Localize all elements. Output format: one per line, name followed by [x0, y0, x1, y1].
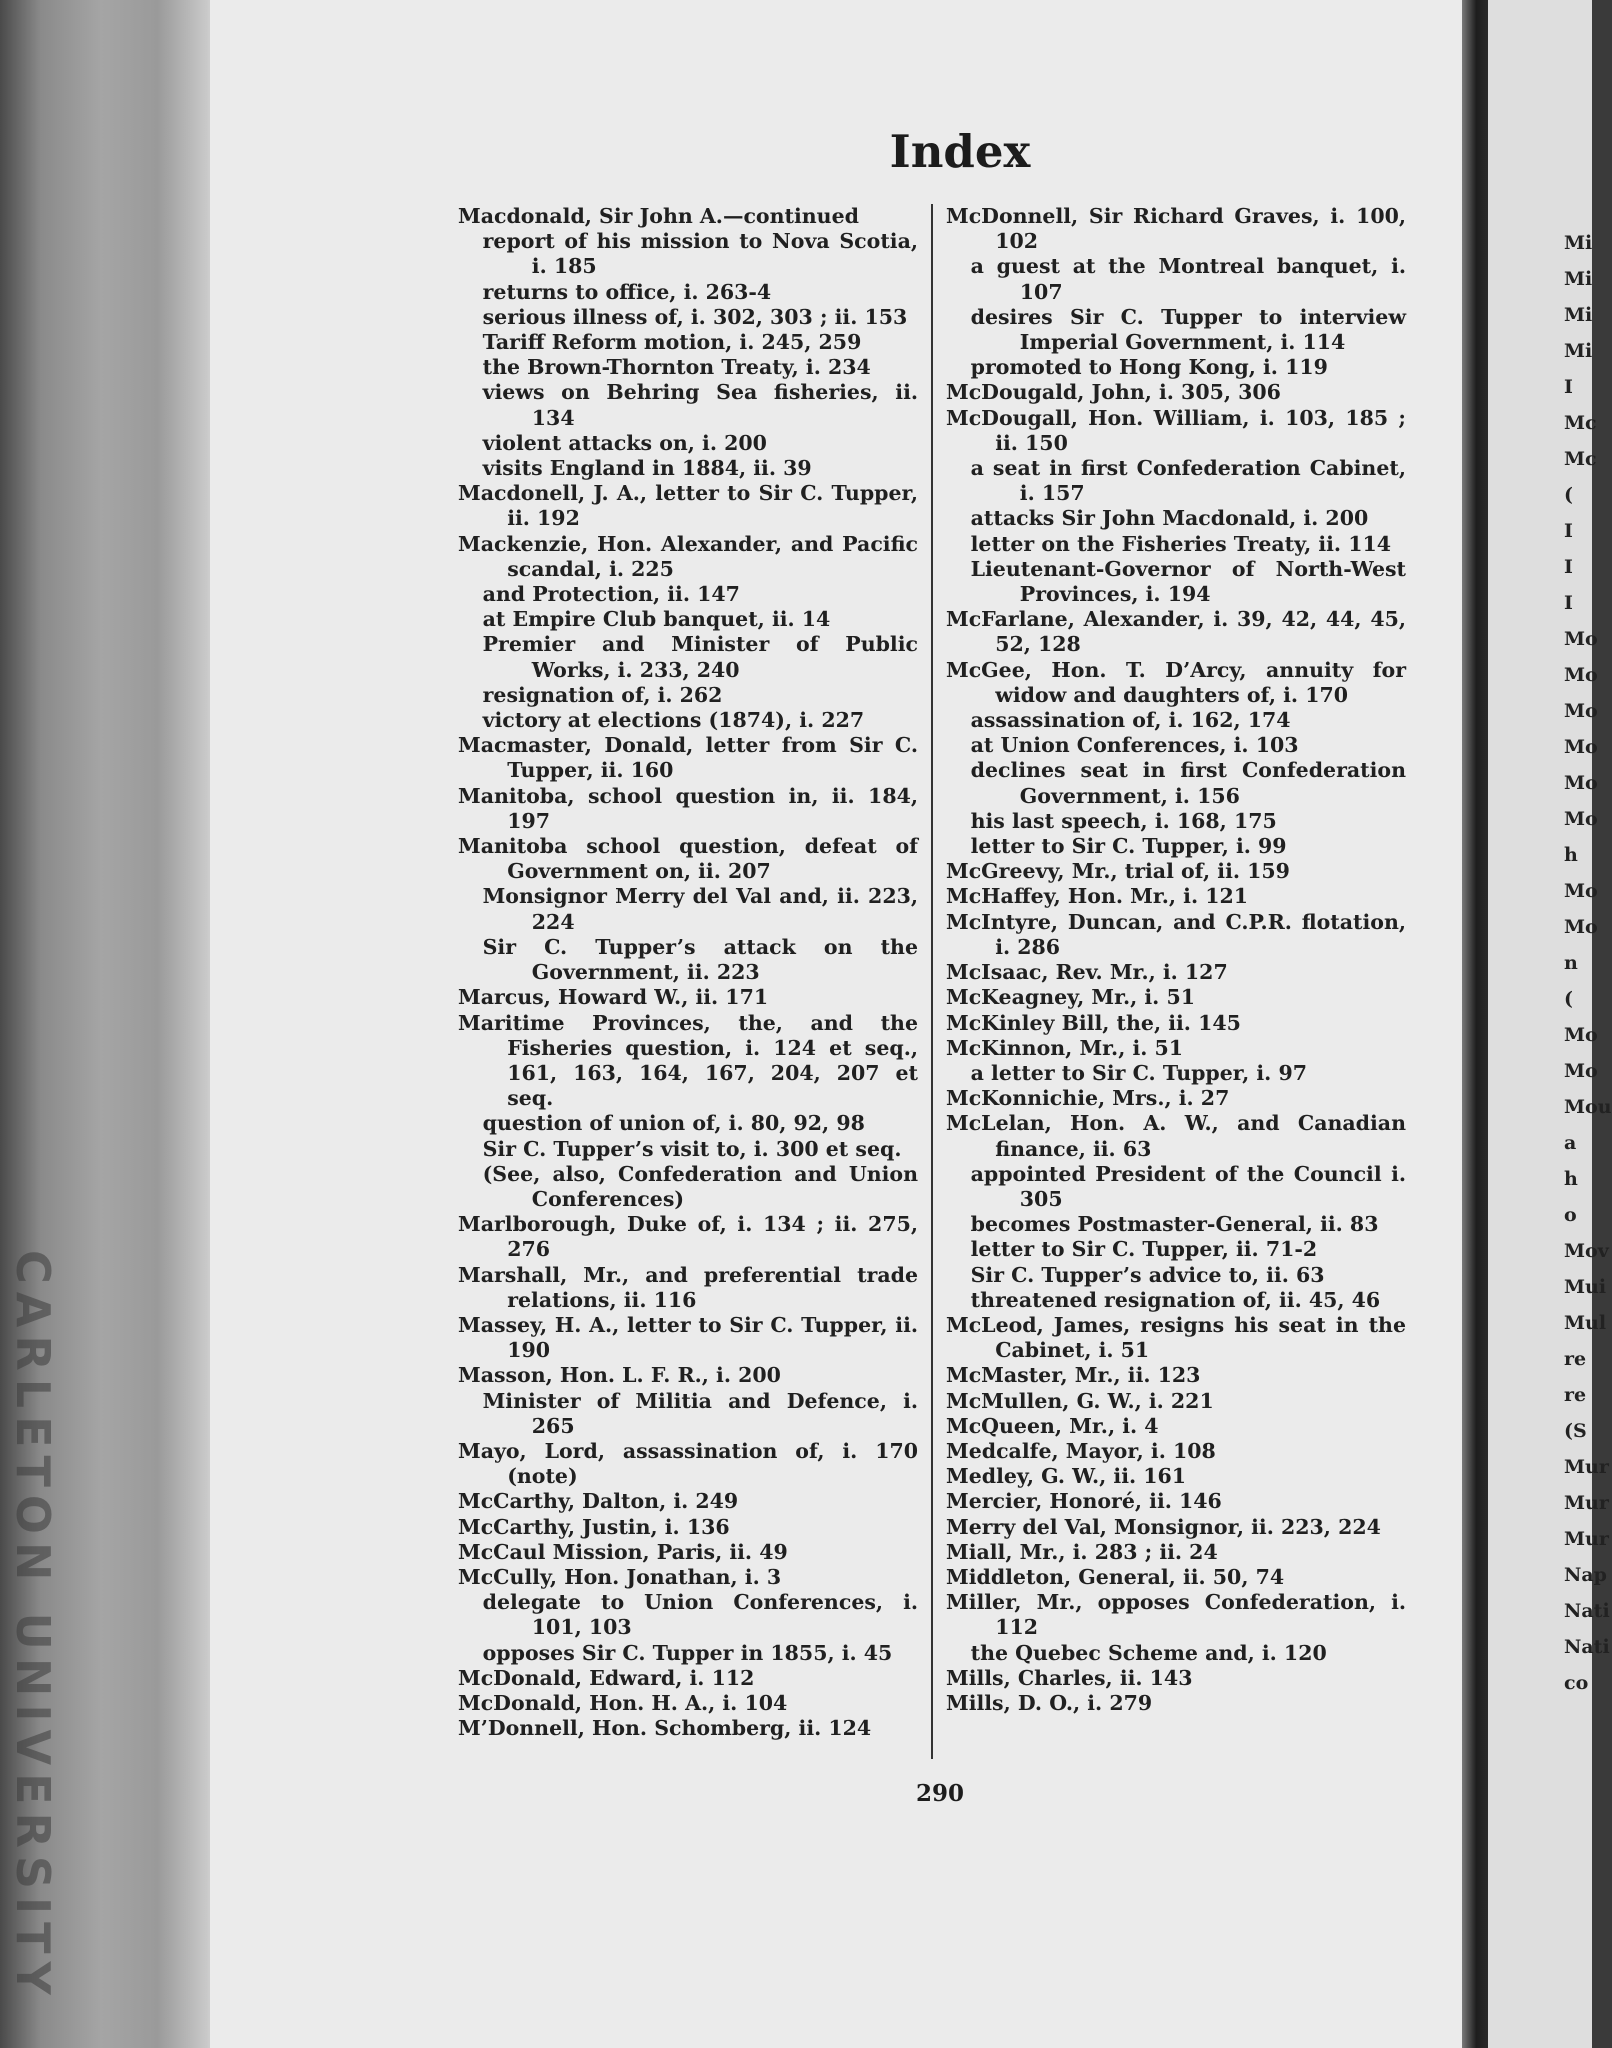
index-entry: his last speech, i. 168, 175: [970, 808, 1277, 833]
index-entry: McGreevy, Mr., trial of, ii. 159: [946, 859, 1290, 884]
next-page-fragment: I: [1564, 592, 1573, 614]
index-entry: letter to Sir C. Tupper, i. 99: [970, 834, 1287, 859]
index-entry: McMaster, Mr., ii. 123: [946, 1363, 1201, 1388]
index-entry: the Brown-Thornton Treaty, i. 234: [482, 355, 871, 380]
index-entry: views on Behring Sea fisheries, ii. 134: [482, 380, 918, 430]
next-page-fragment: Nati: [1564, 1600, 1610, 1622]
next-page-fragment: co: [1564, 1672, 1589, 1694]
index-entry: Sir C. Tupper’s advice to, ii. 63: [970, 1262, 1325, 1287]
next-page-edge: [1488, 0, 1612, 2048]
index-entry: McKinley Bill, the, ii. 145: [946, 1010, 1241, 1035]
index-entry: Medcalfe, Mayor, i. 108: [946, 1438, 1216, 1463]
index-entry: McLelan, Hon. A. W., and Canadian finance, ii. 63: [946, 1111, 1406, 1161]
page-edge: [0, 0, 225, 2048]
page-number: 290: [915, 1780, 964, 1807]
index-entry: Miller, Mr., opposes Confederation, i. 112: [946, 1590, 1406, 1640]
index-entry: McMullen, G. W., i. 221: [946, 1388, 1214, 1413]
index-entry: assassination of, i. 162, 174: [970, 708, 1291, 733]
index-entry: Premier and Minister of Public Works, i. 233, 240: [482, 632, 918, 682]
page-title: Index: [889, 125, 1031, 178]
index-entry: a letter to Sir C. Tupper, i. 97: [970, 1060, 1307, 1085]
index-entry: letter to Sir C. Tupper, ii. 71-2: [970, 1237, 1318, 1262]
next-page-fragment: Mo: [1564, 628, 1598, 650]
next-page-fragment: Mi: [1564, 232, 1593, 254]
index-entry: serious illness of, i. 302, 303 ; ii. 153: [482, 304, 908, 329]
index-entry: Maritime Provinces, the, and the Fisheries question, i. 124 et seq., 161, 163, 164, 167, 204, 207 et seq.: [458, 1010, 918, 1111]
index-entry: desires Sir C. Tupper to interview Imperial Government, i. 114: [970, 304, 1406, 355]
index-entry: McDonnell, Sir Richard Graves, i. 100, 102: [946, 204, 1406, 254]
index-entry: Macmaster, Donald, letter from Sir C. Tupper, ii. 160: [458, 733, 918, 783]
index-entry: Sir C. Tupper’s attack on the Government, ii. 223: [482, 934, 918, 985]
index-entry: Mills, Charles, ii. 143: [946, 1665, 1193, 1690]
index-entry: Marshall, Mr., and preferential trade relations, ii. 116: [458, 1262, 918, 1312]
next-page-fragment: I: [1564, 520, 1573, 542]
index-entry: a seat in first Confederation Cabinet, i. 157: [970, 456, 1406, 506]
index-entry: Minister of Militia and Defence, i. 265: [482, 1388, 918, 1438]
index-entry: Merry del Val, Monsignor, ii. 223, 224: [946, 1514, 1381, 1539]
index-entry: at Empire Club banquet, ii. 14: [482, 607, 831, 632]
index-entry: opposes Sir C. Tupper in 1855, i. 45: [482, 1640, 893, 1665]
index-entry: attacks Sir John Macdonald, i. 200: [970, 506, 1369, 531]
index-entry: Manitoba, school question in, ii. 184, 197: [458, 783, 918, 833]
index-entry: at Union Conferences, i. 103: [970, 733, 1299, 758]
book-gutter: [1462, 0, 1488, 2048]
index-entry: Monsignor Merry del Val and, ii. 223, 224: [482, 884, 918, 934]
index-entry: Masson, Hon. L. F. R., i. 200: [458, 1363, 781, 1388]
next-page-fragment: Nap: [1564, 1564, 1607, 1586]
next-page-fragment: re: [1564, 1348, 1587, 1370]
index-entry: McDougald, John, i. 305, 306: [946, 380, 1281, 405]
next-page-fragment: I: [1564, 556, 1573, 578]
index-entry: Tariff Reform motion, i. 245, 259: [482, 330, 862, 355]
next-page-fragment: Mov: [1564, 1240, 1609, 1262]
index-entry: McCarthy, Dalton, i. 249: [458, 1489, 739, 1514]
index-column-right: [946, 204, 1406, 1716]
index-entry: declines seat in first Confederation Government, i. 156: [970, 758, 1406, 808]
next-page-fragment: Mo: [1564, 1060, 1598, 1082]
index-entry: McCully, Hon. Jonathan, i. 3: [458, 1564, 782, 1589]
index-entry: threatened resignation of, ii. 45, 46: [970, 1287, 1381, 1312]
index-entry: returns to office, i. 263-4: [482, 279, 772, 304]
next-page-fragment: Mi: [1564, 268, 1593, 290]
index-entry: McCaul Mission, Paris, ii. 49: [458, 1539, 788, 1564]
index-entry: report of his mission to Nova Scotia, i. 185: [482, 229, 918, 279]
next-page-fragment: Mc: [1564, 448, 1597, 470]
next-page-fragment: I: [1564, 376, 1573, 398]
next-page-fragment: Mo: [1564, 1024, 1598, 1046]
index-entry: McKinnon, Mr., i. 51: [946, 1035, 1184, 1060]
next-page-fragment: Mo: [1564, 808, 1598, 830]
column-divider: [931, 204, 933, 1759]
next-page-fragment: Mo: [1564, 736, 1598, 758]
next-page-fragment: Mo: [1564, 700, 1598, 722]
index-entry: Sir C. Tupper’s visit to, i. 300 et seq.: [482, 1136, 902, 1161]
next-page-fragment: o: [1564, 1204, 1577, 1226]
index-entry: Manitoba school question, defeat of Government on, ii. 207: [458, 834, 918, 884]
next-page-fragment: (: [1564, 988, 1573, 1010]
index-entry: Mercier, Honoré, ii. 146: [946, 1489, 1222, 1514]
index-entry: McDonald, Edward, i. 112: [458, 1665, 755, 1690]
index-entry: McIsaac, Rev. Mr., i. 127: [946, 960, 1228, 985]
index-entry: McKonnichie, Mrs., i. 27: [946, 1086, 1230, 1111]
next-page-fragment: (: [1564, 484, 1573, 506]
index-entry: McLeod, James, resigns his seat in the Cabinet, i. 51: [946, 1312, 1406, 1363]
index-entry: Macdonald, Sir John A.—continued: [458, 204, 859, 228]
index-entry: violent attacks on, i. 200: [482, 430, 767, 455]
index-entry: McIntyre, Duncan, and C.P.R. flotation, i. 286: [946, 909, 1406, 959]
next-page-fragment: Mui: [1564, 1276, 1607, 1298]
next-page-fragment: Nati: [1564, 1636, 1610, 1658]
index-entry: promoted to Hong Kong, i. 119: [970, 355, 1328, 380]
next-page-fragment: Mo: [1564, 772, 1598, 794]
library-stamp: CARLETON UNIVERSITY: [6, 1250, 60, 2003]
index-entry: delegate to Union Conferences, i. 101, 103: [482, 1590, 918, 1640]
index-entry: McKeagney, Mr., i. 51: [946, 985, 1195, 1010]
index-entry: Middleton, General, ii. 50, 74: [946, 1564, 1285, 1589]
next-page-fragment: n: [1564, 952, 1578, 974]
next-page-fragment: h: [1564, 1168, 1578, 1190]
next-page-fragment: Mur: [1564, 1492, 1609, 1514]
index-entry: McDougall, Hon. William, i. 103, 185 ; ii. 150: [946, 405, 1406, 455]
index-entry: letter on the Fisheries Treaty, ii. 114: [970, 531, 1391, 556]
index-entry: Lieutenant-Governor of North-West Provinces, i. 194: [970, 556, 1406, 607]
next-page-fragment: (S: [1564, 1420, 1587, 1442]
next-page-fragment: Mo: [1564, 916, 1598, 938]
next-page-fragment: Mur: [1564, 1528, 1609, 1550]
index-entry: M’Donnell, Hon. Schomberg, ii. 124: [458, 1716, 872, 1741]
index-entry: Marlborough, Duke of, i. 134 ; ii. 275, 276: [458, 1212, 918, 1262]
index-column-left: [458, 204, 918, 1741]
index-entry: Miall, Mr., i. 283 ; ii. 24: [946, 1539, 1218, 1564]
index-entry: a guest at the Montreal banquet, i. 107: [970, 254, 1406, 304]
next-page-fragment: Mur: [1564, 1456, 1609, 1478]
index-entry: Mackenzie, Hon. Alexander, and Pacific scandal, i. 225: [458, 531, 918, 581]
index-entry: Marcus, Howard W., ii. 171: [458, 985, 769, 1010]
next-page-fragment: Mo: [1564, 880, 1598, 902]
index-entry: McGee, Hon. T. D’Arcy, annuity for widow and daughters of, i. 170: [946, 657, 1406, 707]
next-page-fragment: h: [1564, 844, 1578, 866]
next-page-fragment: Mi: [1564, 304, 1593, 326]
index-entry: victory at elections (1874), i. 227: [482, 708, 865, 733]
index-entry: question of union of, i. 80, 92, 98: [482, 1111, 865, 1136]
index-entry: appointed President of the Council i. 305: [970, 1161, 1406, 1211]
index-entry: Medley, G. W., ii. 161: [946, 1464, 1187, 1489]
next-page-fragment: a: [1564, 1132, 1577, 1154]
index-entry: Macdonell, J. A., letter to Sir C. Tupper, ii. 192: [458, 481, 918, 531]
next-page-fragment: Mo: [1564, 664, 1598, 686]
index-entry: and Protection, ii. 147: [482, 582, 740, 607]
index-entry: resignation of, i. 262: [482, 682, 723, 707]
index-entry: the Quebec Scheme and, i. 120: [970, 1640, 1327, 1665]
index-entry: Mayo, Lord, assassination of, i. 170 (note): [458, 1438, 918, 1489]
index-entry: Massey, H. A., letter to Sir C. Tupper, ii. 190: [458, 1312, 918, 1363]
next-page-fragment: Mi: [1564, 340, 1593, 362]
index-entry: McDonald, Hon. H. A., i. 104: [458, 1690, 788, 1715]
index-entry: McQueen, Mr., i. 4: [946, 1413, 1159, 1438]
index-entry: visits England in 1884, ii. 39: [482, 456, 812, 481]
index-entry: McCarthy, Justin, i. 136: [458, 1514, 730, 1539]
index-entry: McFarlane, Alexander, i. 39, 42, 44, 45, 52, 128: [946, 607, 1406, 657]
next-page-fragment: Mou: [1564, 1096, 1612, 1118]
index-entry: McHaffey, Hon. Mr., i. 121: [946, 884, 1249, 909]
next-page-fragment: Mc: [1564, 412, 1597, 434]
index-entry: Mills, D. O., i. 279: [946, 1690, 1153, 1715]
next-page-fragment: re: [1564, 1384, 1587, 1406]
index-entry: becomes Postmaster-General, ii. 83: [970, 1212, 1379, 1237]
index-entry: (See, also, Confederation and Union Conferences): [482, 1161, 918, 1211]
next-page-fragment: Mul: [1564, 1312, 1607, 1334]
